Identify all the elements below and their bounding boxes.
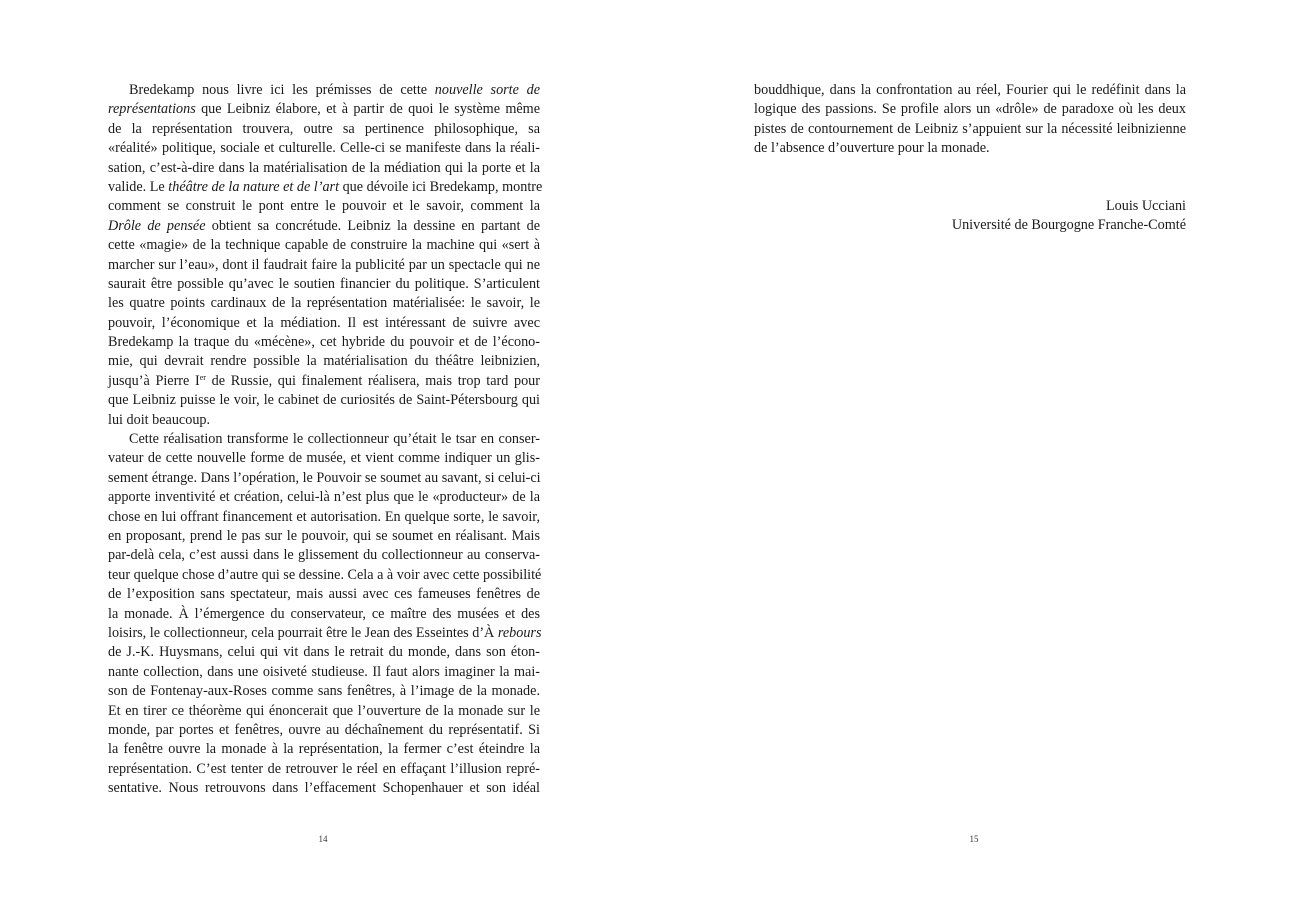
- text-segment: de Russie, qui finalement réalisera, mais trop tard pour: [205, 372, 541, 389]
- text-segment: bouddhique, dans la confrontation au réel, Fourier qui le redéfinit dans la: [754, 82, 1186, 98]
- text-line: [108, 411, 540, 430]
- text-segment: vateur de cette nouvelle forme de musée, et vient comme indiquer un glis-: [108, 450, 540, 467]
- text-line: [754, 139, 1186, 158]
- text-line: [108, 488, 540, 507]
- text-line: [754, 81, 1186, 100]
- text-segment: de l’absence d’ouverture pour la monade.: [754, 140, 990, 157]
- text-segment: logique des passions. Se profile alors un «drôle» de paradoxe où les deux: [754, 101, 1186, 118]
- text-line: [108, 566, 540, 585]
- text-segment: Bredekamp nous livre ici les prémisses de cette: [129, 82, 435, 98]
- text-line: [108, 217, 540, 236]
- text-segment: teur quelque chose d’autre qui se dessine. Cela a à voir avec cette possibilité: [108, 566, 542, 583]
- text-line: [108, 682, 540, 701]
- text-segment: obtient sa concrétude. Leibniz la dessine en partant de: [205, 217, 540, 234]
- signature-author: Louis Ucciani: [1106, 198, 1186, 214]
- text-segment: que Leibniz puisse le voir, le cabinet de curiosités de Saint-Pétersbourg qui: [108, 392, 540, 409]
- text-line: [108, 585, 540, 604]
- text-line: [108, 643, 540, 662]
- text-segment: monde, par portes et fenêtres, ouvre au déchaînement du représentatif. Si: [108, 721, 540, 738]
- text-segment: comment se construit le pont entre le pouvoir et le savoir, comment la: [108, 198, 540, 215]
- text-segment: en proposant, prend le pas sur le pouvoir, qui se soumet en réalisant. Mais: [108, 527, 540, 544]
- right-page-body-text: [754, 81, 1186, 159]
- left-page-body-text: [108, 81, 543, 798]
- text-segment: marcher sur l’eau», dont il faudrait faire la publicité par un spectacle qui ne: [108, 256, 540, 273]
- text-segment: de l’exposition sans spectateur, mais aussi avec ces fameuses fenêtres de: [108, 586, 540, 603]
- text-line: [108, 100, 540, 119]
- text-line: [108, 159, 540, 178]
- text-segment: par-delà cela, c’est aussi dans le glissement du collectionneur au conserva-: [108, 547, 540, 564]
- text-line: [108, 139, 540, 158]
- text-line: [108, 178, 543, 197]
- text-line: [108, 352, 540, 371]
- text-segment: jusqu’à Pierre I: [108, 372, 200, 389]
- right-page: [646, 0, 1292, 904]
- text-line: [108, 663, 540, 682]
- text-segment: sentative. Nous retrouvons dans l’effacement Schopenhauer et son idéal: [108, 780, 540, 797]
- text-segment: les quatre points cardinaux de la représentation matérialisée: le savoir, le: [108, 295, 540, 312]
- text-segment: pistes de contournement de Leibniz s’appuient sur la nécessité leibnizienne: [754, 120, 1186, 137]
- text-line: [108, 236, 540, 255]
- text-line: [108, 333, 540, 352]
- text-line: [108, 469, 540, 488]
- text-line: [108, 779, 540, 798]
- text-segment: loisirs, le collectionneur, cela pourrait être le Jean des Esseintes d’À: [108, 624, 498, 641]
- text-segment: Bredekamp la traque du «mécène», cet hybride du pouvoir et de l’écono-: [108, 334, 540, 351]
- text-segment: lui doit beaucoup.: [108, 411, 211, 428]
- italic-text: représentations: [108, 101, 196, 118]
- text-line: [108, 256, 540, 275]
- text-line: [108, 546, 540, 565]
- text-segment: pouvoir, l’économique et la médiation. Il est intéressant de suivre avec: [108, 314, 540, 331]
- text-segment: chose en lui offrant financement et autorisation. En quelque sorte, le savoir,: [108, 508, 540, 525]
- italic-text: théâtre de la nature et de l’art: [168, 178, 340, 195]
- text-line: [754, 120, 1186, 139]
- text-segment: que Leibniz élabore, et à partir de quoi le système même: [195, 101, 540, 118]
- text-segment: que dévoile ici Bredekamp, montre: [339, 178, 543, 195]
- text-segment: mie, qui devrait rendre possible la matérialisation du théâtre leibnizien,: [108, 353, 540, 370]
- text-line: [108, 605, 540, 624]
- text-segment: de la représentation trouvera, outre sa pertinence philosophique, sa: [108, 120, 540, 137]
- text-segment: cette «magie» de la technique capable de construire la machine qui «sert à: [108, 237, 540, 254]
- italic-text: rebours: [497, 624, 542, 641]
- text-segment: de J.-K. Huysmans, celui qui vit dans le retrait du monde, dans son éton-: [108, 644, 540, 661]
- text-line: [108, 197, 540, 216]
- text-segment: Cette réalisation transforme le collectionneur qu’était le tsar en conser-: [129, 431, 540, 448]
- text-segment: «réalité» politique, sociale et culturelle. Celle-ci se manifeste dans la réali-: [108, 140, 540, 157]
- text-line: [108, 314, 540, 333]
- text-line: [108, 721, 540, 740]
- text-line: [108, 740, 540, 759]
- text-line: [108, 430, 540, 449]
- italic-text: Drôle de pensée: [108, 217, 206, 234]
- text-line: [108, 702, 540, 721]
- text-segment: valide. Le: [108, 178, 169, 195]
- text-segment: Et en tirer ce théorème qui énoncerait que l’ouverture de la monade sur le: [108, 702, 540, 719]
- text-line: [108, 81, 540, 100]
- text-line: [108, 527, 540, 546]
- signature-block: [754, 197, 1186, 236]
- italic-text: nouvelle sorte de: [434, 82, 541, 98]
- text-segment: apporte inventivité et création, celui-là n’est plus que le «producteur» de la: [108, 489, 540, 506]
- text-segment: représentation. C’est tenter de retrouver le réel en effaçant l’illusion repré-: [108, 760, 540, 777]
- text-line: [108, 760, 540, 779]
- text-segment: son de Fontenay-aux-Roses comme sans fenêtres, à l’image de la monade.: [108, 683, 540, 700]
- text-segment: nante collection, dans une oisiveté studieuse. Il faut alors imaginer la mai-: [108, 663, 540, 680]
- left-page-number: 14: [318, 834, 328, 844]
- right-page-number: 15: [969, 834, 979, 844]
- text-segment: la fenêtre ouvre la monade à la représentation, la fermer c’est éteindre la: [108, 741, 540, 758]
- text-line: [108, 508, 540, 527]
- text-line: [108, 275, 540, 294]
- text-segment: saurait être possible qu’avec le soutien financier du politique. S’articulent: [108, 275, 540, 292]
- text-line: [108, 120, 540, 139]
- text-line: [108, 372, 540, 391]
- text-line: [754, 100, 1186, 119]
- superscript-text: er: [199, 372, 206, 382]
- text-line: [108, 391, 540, 410]
- text-segment: sement étrange. Dans l’opération, le Pouvoir se soumet au savant, si celui-ci: [108, 469, 541, 486]
- text-line: [108, 294, 540, 313]
- text-segment: sation, c’est-à-dire dans la matérialisation de la médiation qui la porte et la: [108, 159, 540, 176]
- text-line: [108, 449, 540, 468]
- text-segment: la monade. À l’émergence du conservateur, ce maître des musées et des: [108, 605, 540, 622]
- signature-affiliation: Université de Bourgogne Franche-Comté: [951, 217, 1186, 234]
- text-line: [108, 624, 540, 643]
